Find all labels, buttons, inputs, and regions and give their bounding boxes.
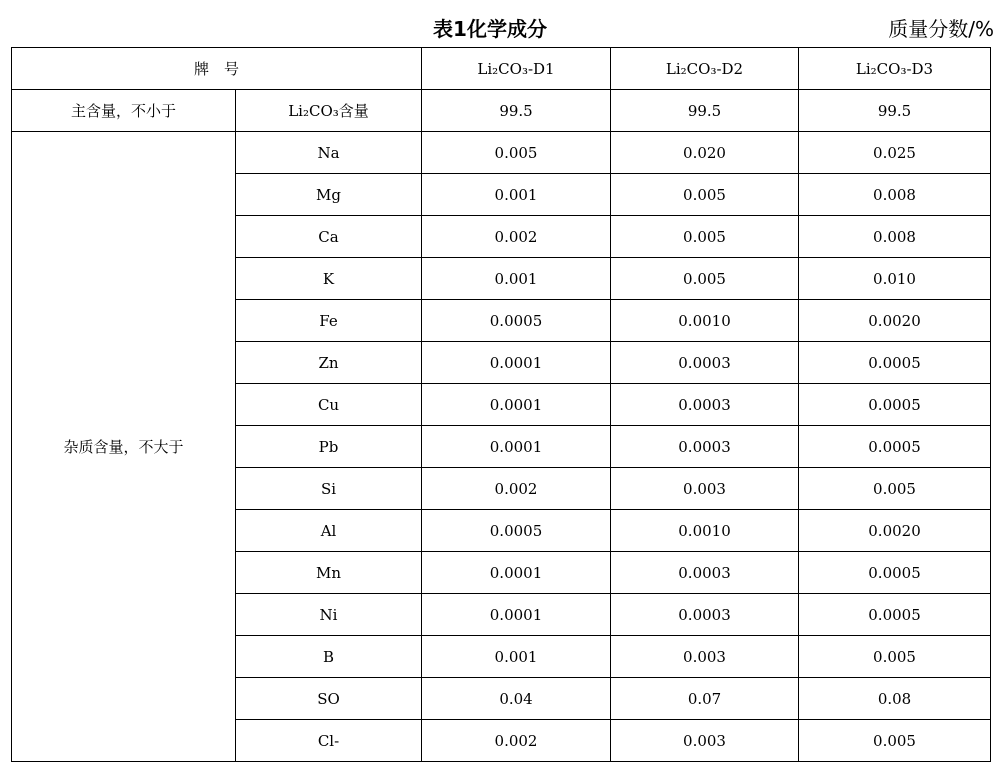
value-cell: 0.0001 xyxy=(422,384,611,426)
value-cell: 0.0005 xyxy=(799,552,991,594)
main-value-d3: 99.5 xyxy=(799,90,991,132)
value-cell: 0.0005 xyxy=(799,384,991,426)
value-cell: 0.08 xyxy=(799,678,991,720)
value-cell: 0.003 xyxy=(611,468,799,510)
value-cell: 0.003 xyxy=(611,720,799,762)
element-name: Cu xyxy=(236,384,422,426)
value-cell: 0.003 xyxy=(611,636,799,678)
value-cell: 0.005 xyxy=(611,174,799,216)
value-cell: 0.0001 xyxy=(422,426,611,468)
value-cell: 0.005 xyxy=(611,216,799,258)
impurity-group-label: 杂质含量，不大于 xyxy=(12,132,236,762)
table-title: 表1化学成分 xyxy=(433,17,547,41)
value-cell: 0.005 xyxy=(799,636,991,678)
grade-header-d3: Li₂CO₃-D3 xyxy=(799,48,991,90)
value-cell: 0.005 xyxy=(799,720,991,762)
value-cell: 0.001 xyxy=(422,636,611,678)
value-cell: 0.001 xyxy=(422,174,611,216)
value-cell: 0.0003 xyxy=(611,594,799,636)
main-value-d1: 99.5 xyxy=(422,90,611,132)
value-cell: 0.07 xyxy=(611,678,799,720)
value-cell: 0.0003 xyxy=(611,384,799,426)
main-value-d2: 99.5 xyxy=(611,90,799,132)
value-cell: 0.0020 xyxy=(799,300,991,342)
value-cell: 0.0001 xyxy=(422,552,611,594)
value-cell: 0.0005 xyxy=(799,426,991,468)
element-name: Mg xyxy=(236,174,422,216)
main-content-row xyxy=(12,90,991,132)
element-name: Si xyxy=(236,468,422,510)
element-name: Na xyxy=(236,132,422,174)
value-cell: 0.008 xyxy=(799,174,991,216)
value-cell: 0.001 xyxy=(422,258,611,300)
value-cell: 0.0001 xyxy=(422,342,611,384)
element-name: Cl- xyxy=(236,720,422,762)
main-content-item-label: Li₂CO₃含量 xyxy=(236,90,422,132)
grade-header-d2: Li₂CO₃-D2 xyxy=(611,48,799,90)
element-name: Al xyxy=(236,510,422,552)
value-cell: 0.008 xyxy=(799,216,991,258)
value-cell: 0.0001 xyxy=(422,594,611,636)
value-cell: 0.0005 xyxy=(799,594,991,636)
value-cell: 0.0005 xyxy=(422,300,611,342)
value-cell: 0.002 xyxy=(422,216,611,258)
value-cell: 0.04 xyxy=(422,678,611,720)
element-name: SO xyxy=(236,678,422,720)
value-cell: 0.010 xyxy=(799,258,991,300)
value-cell: 0.0010 xyxy=(611,300,799,342)
element-name: K xyxy=(236,258,422,300)
brand-header: 牌 号 xyxy=(12,48,422,90)
value-cell: 0.0005 xyxy=(422,510,611,552)
element-name: Mn xyxy=(236,552,422,594)
unit-label: 质量分数/% xyxy=(888,17,994,41)
element-name: B xyxy=(236,636,422,678)
table-row xyxy=(12,132,991,174)
value-cell: 0.0020 xyxy=(799,510,991,552)
element-name: Pb xyxy=(236,426,422,468)
value-cell: 0.0005 xyxy=(799,342,991,384)
chemical-composition-table xyxy=(11,47,991,762)
element-name: Ca xyxy=(236,216,422,258)
value-cell: 0.0003 xyxy=(611,342,799,384)
value-cell: 0.020 xyxy=(611,132,799,174)
grade-header-d1: Li₂CO₃-D1 xyxy=(422,48,611,90)
value-cell: 0.002 xyxy=(422,720,611,762)
value-cell: 0.0003 xyxy=(611,552,799,594)
element-name: Zn xyxy=(236,342,422,384)
value-cell: 0.0010 xyxy=(611,510,799,552)
element-name: Ni xyxy=(236,594,422,636)
value-cell: 0.025 xyxy=(799,132,991,174)
element-name: Fe xyxy=(236,300,422,342)
value-cell: 0.0003 xyxy=(611,426,799,468)
header-row xyxy=(12,48,991,90)
value-cell: 0.005 xyxy=(799,468,991,510)
value-cell: 0.005 xyxy=(422,132,611,174)
main-content-group-label: 主含量，不小于 xyxy=(12,90,236,132)
value-cell: 0.002 xyxy=(422,468,611,510)
value-cell: 0.005 xyxy=(611,258,799,300)
